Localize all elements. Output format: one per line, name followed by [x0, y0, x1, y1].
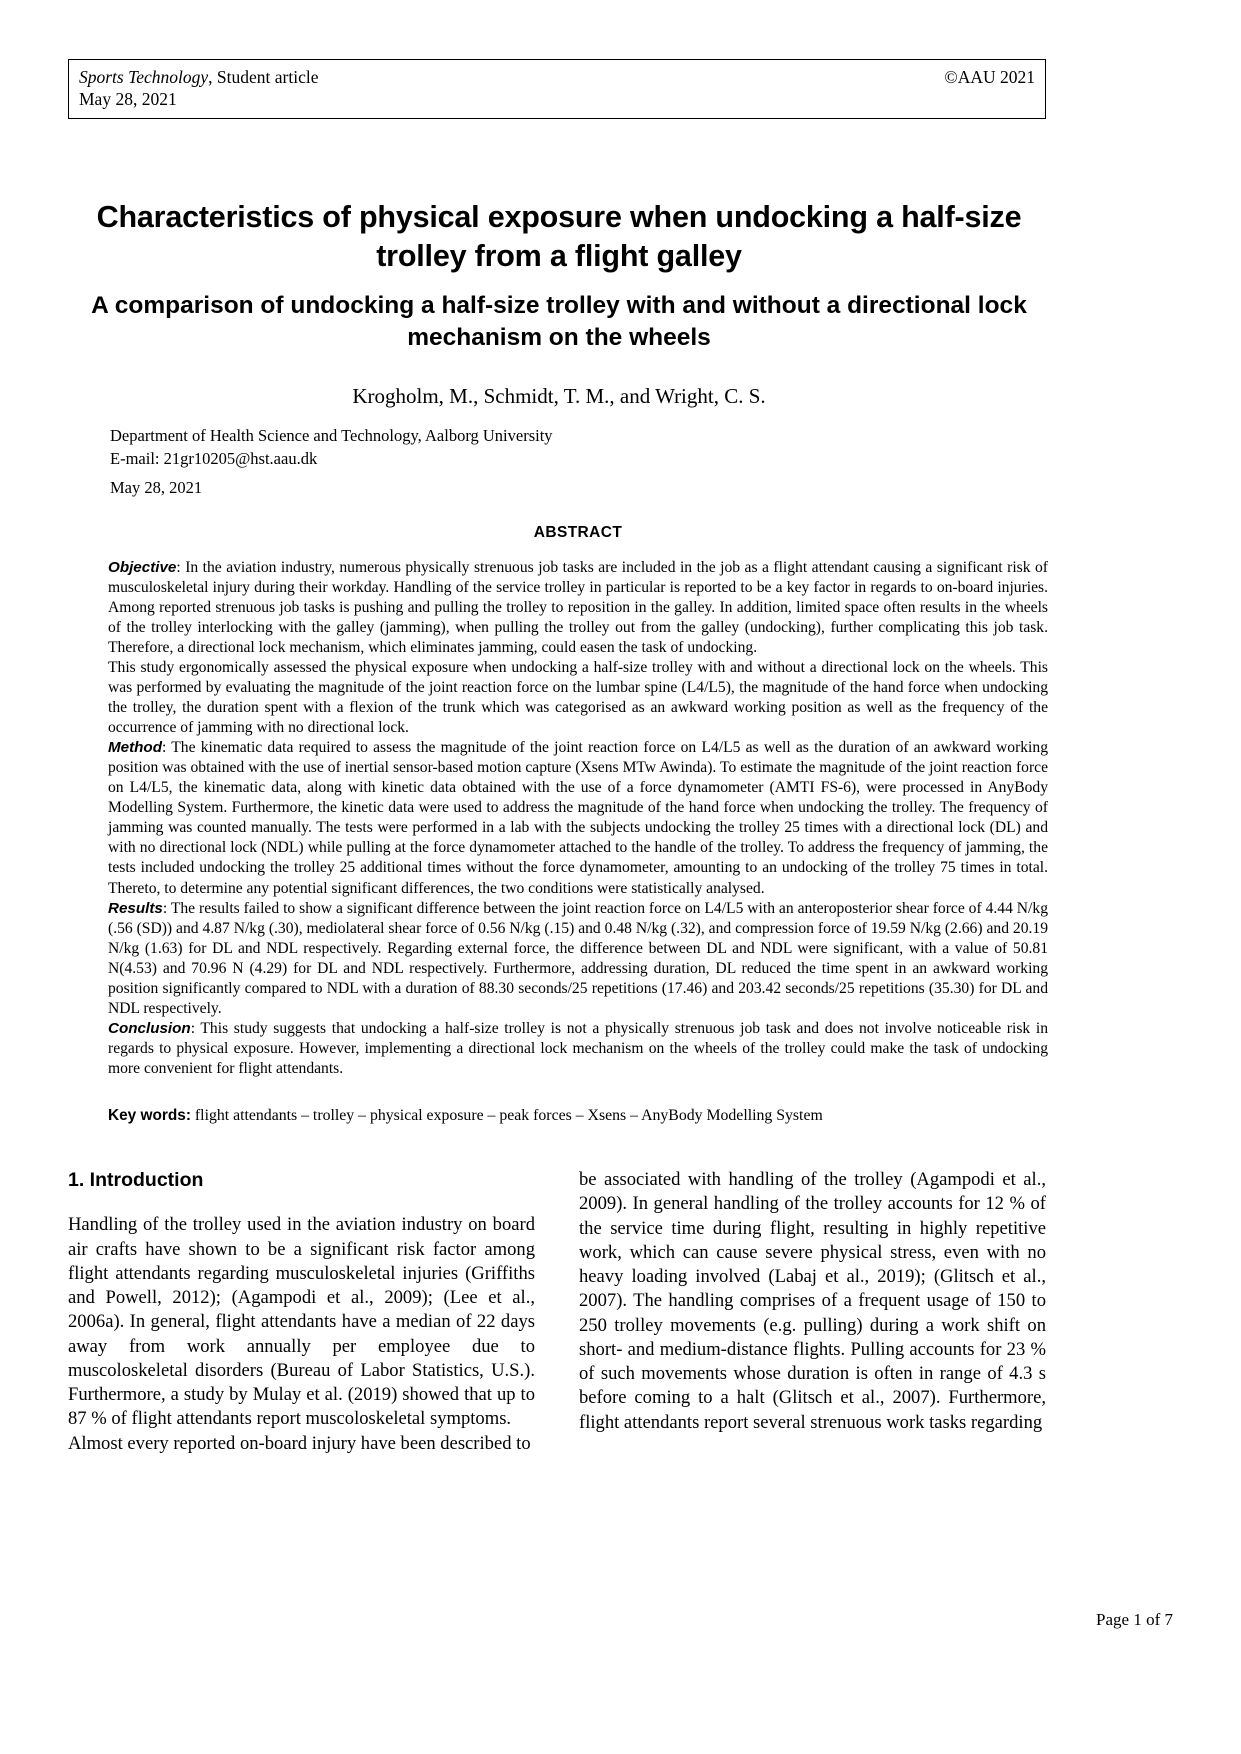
abstract-objective-extra: This study ergonomically assessed the physical exposure when undocking a half-size trolley with and without a directional lock on the wheels. This was performed by evaluating the magnitude of the joint reaction force on the lumbar spine (L4/L5), the magnitude of the hand force when undocking the trolley, the duration spent with a flexion of the trunk which was categorised as an awkward working position as well as the frequency of the occurrence of jamming with no directional lock. [108, 659, 1048, 737]
conclusion-label: Conclusion [108, 1019, 191, 1037]
method-label: Method [108, 739, 162, 757]
abstract-heading: ABSTRACT [533, 524, 623, 541]
column-left [68, 1168, 535, 1588]
objective-label: Objective [108, 559, 177, 576]
section-heading-introduction: 1. Introduction [68, 1169, 204, 1191]
abstract-objective [108, 558, 1048, 658]
column-right [579, 1168, 1046, 1588]
page-subtitle: A comparison of undocking a half-size trolley with and without a directional lock mechanism on the wheels [91, 292, 1027, 351]
objective-text: : In the aviation industry, numerous physically strenuous job tasks are included in the job as a flight attendant causing a significant risk of musculoskeletal injury during their workday. Handling of the service trolley in particular is reported to be a key factor in regards to on-board injuries. Among reported strenuous job tasks is pushing and pulling the trolley to reposition in the galley. In addition, limited space often results in the wheels of the trolley interlocking with the galley (jamming), when pulling the trolley out from the galley (undocking), further complicating this job task. Therefore, a directional lock mechanism, which eliminates jamming, could easen the task of undocking. [108, 559, 1048, 657]
journal-name: Sports Technology [79, 67, 209, 87]
intro-paragraph-2: Almost every reported on-board injury have been described to [68, 1432, 531, 1454]
abstract-body [108, 558, 1048, 1079]
copyright-notice: ©AAU 2021 [944, 67, 1035, 87]
abstract-conclusion [108, 1019, 1048, 1079]
conclusion-text: : This study suggests that undocking a half-size trolley is not a physically strenuous job task and does not involve noticeable risk in regards to physical exposure. However, implementing a directional lock mechanism on the wheels of the trolley could make the task of undocking more convenient for flight attendants. [108, 1019, 1048, 1077]
affiliation-block [110, 424, 1010, 471]
author-list: Krogholm, M., Schmidt, T. M., and Wright, C. S. [352, 383, 766, 408]
header-date: May 28, 2021 [79, 89, 177, 110]
abstract-results [108, 899, 1048, 1019]
intro-paragraph-3: be associated with handling of the trolley (Agampodi et al., 2009). In general handling of the trolley accounts for 12 % of the service time during flight, resulting in highly repetitive work, which can cause severe physical stress, even with no heavy loading involved (Labaj et al., 2019); (Glitsch et al., 2007). The handling comprises of a frequent usage of 150 to 250 trolley movements (e.g. pulling) during a work shift on short- and medium-distance flights. Pulling accounts for 23 % of such movements whose duration is often in range of 4.3 s before coming to a halt (Glitsch et al., 2007). Furthermore, flight attendants report several strenuous work tasks regarding [579, 1169, 1046, 1433]
body-columns [68, 1168, 1046, 1588]
keywords-text: flight attendants – trolley – physical exposure – peak forces – Xsens – AnyBody Modelling System [194, 1107, 823, 1124]
journal-line [79, 66, 318, 88]
page-footer: Page 1 of 7 [1096, 1610, 1173, 1629]
article-type: , Student article [208, 67, 319, 87]
results-text: : The results failed to show a significant difference between the joint reaction force on L4/L5 with an anteroposterior shear force of 4.44 N/kg (.56 (SD)) and 4.87 N/kg (.30), mediolateral shear force of 0.56 N/kg (.15) and 0.48 N/kg (.32), and compression force of 19.59 N/kg (2.66) and 20.19 N/kg (1.63) for DL and NDL respectively. Regarding external force, the difference between DL and NDL were significant, with a value of 50.81 N(4.53) and 70.96 N (4.29) for DL and NDL respectively. Furthermore, addressing duration, DL reduced the time spent in an awkward working position significantly compared to NDL with a duration of 88.30 seconds/25 repetitions (17.46) and 203.42 seconds/25 repetitions (35.30) for DL and NDL respectively. [108, 899, 1048, 1017]
header-left-block [79, 66, 318, 111]
submission-date: May 28, 2021 [110, 478, 203, 497]
intro-paragraph-1: Handling of the trolley used in the aviation industry on board air crafts have shown to be a significant risk factor among flight attendants regarding musculoskeletal injuries (Griffiths and Powell, 2012); (Agampodi et al., 2009); (Lee et al., 2006a). In general, flight attendants have a median of 22 days away from work annually per employee due to muscoloskeletal disorders (Bureau of Labor Statistics, U.S.). Furthermore, a study by Mulay et al. (2019) showed that up to 87 % of flight attendants report muscoloskeletal symptoms. [68, 1214, 535, 1430]
method-text: : The kinematic data required to assess the magnitude of the joint reaction force on L4/L5 as well as the duration of an awkward working position was obtained with the use of inertial sensor-based motion capture (Xsens MTw Awinda). To estimate the magnitude of the joint reaction force on L4/L5, the kinematic data, along with kinetic data obtained with the use of a force dynamometer (AMTI FS-6), were processed in AnyBody Modelling System. Furthermore, the kinetic data were used to address the magnitude of the hand force when undocking the trolley. The frequency of jamming was counted manually. The tests were performed in a lab with the subjects undocking the trolley 25 times with a directional lock (DL) and with no directional lock (NDL) while pulling at the force dynamometer attached to the handle of the trolley. To address the frequency of jamming, the tests included undocking the trolley 25 additional times without the force dynamometer, amounting to an undocking of the trolley 75 times in total. Thereto, to determine any potential significant differences, the two conditions were statistically analysed. [108, 739, 1048, 897]
keywords-line [108, 1107, 1048, 1125]
abstract-method [108, 738, 1048, 898]
title-block [70, 198, 1170, 409]
results-label: Results [108, 899, 163, 917]
keywords-label: Key words: [108, 1107, 191, 1124]
department-line: Department of Health Science and Technology, Aalborg University [110, 426, 553, 445]
running-header [68, 59, 1046, 119]
page-title: Characteristics of physical exposure when undocking a half-size trolley from a flight galley [96, 200, 1022, 274]
email-line[interactable]: E-mail: 21gr10205@hst.aau.dk [110, 449, 318, 469]
